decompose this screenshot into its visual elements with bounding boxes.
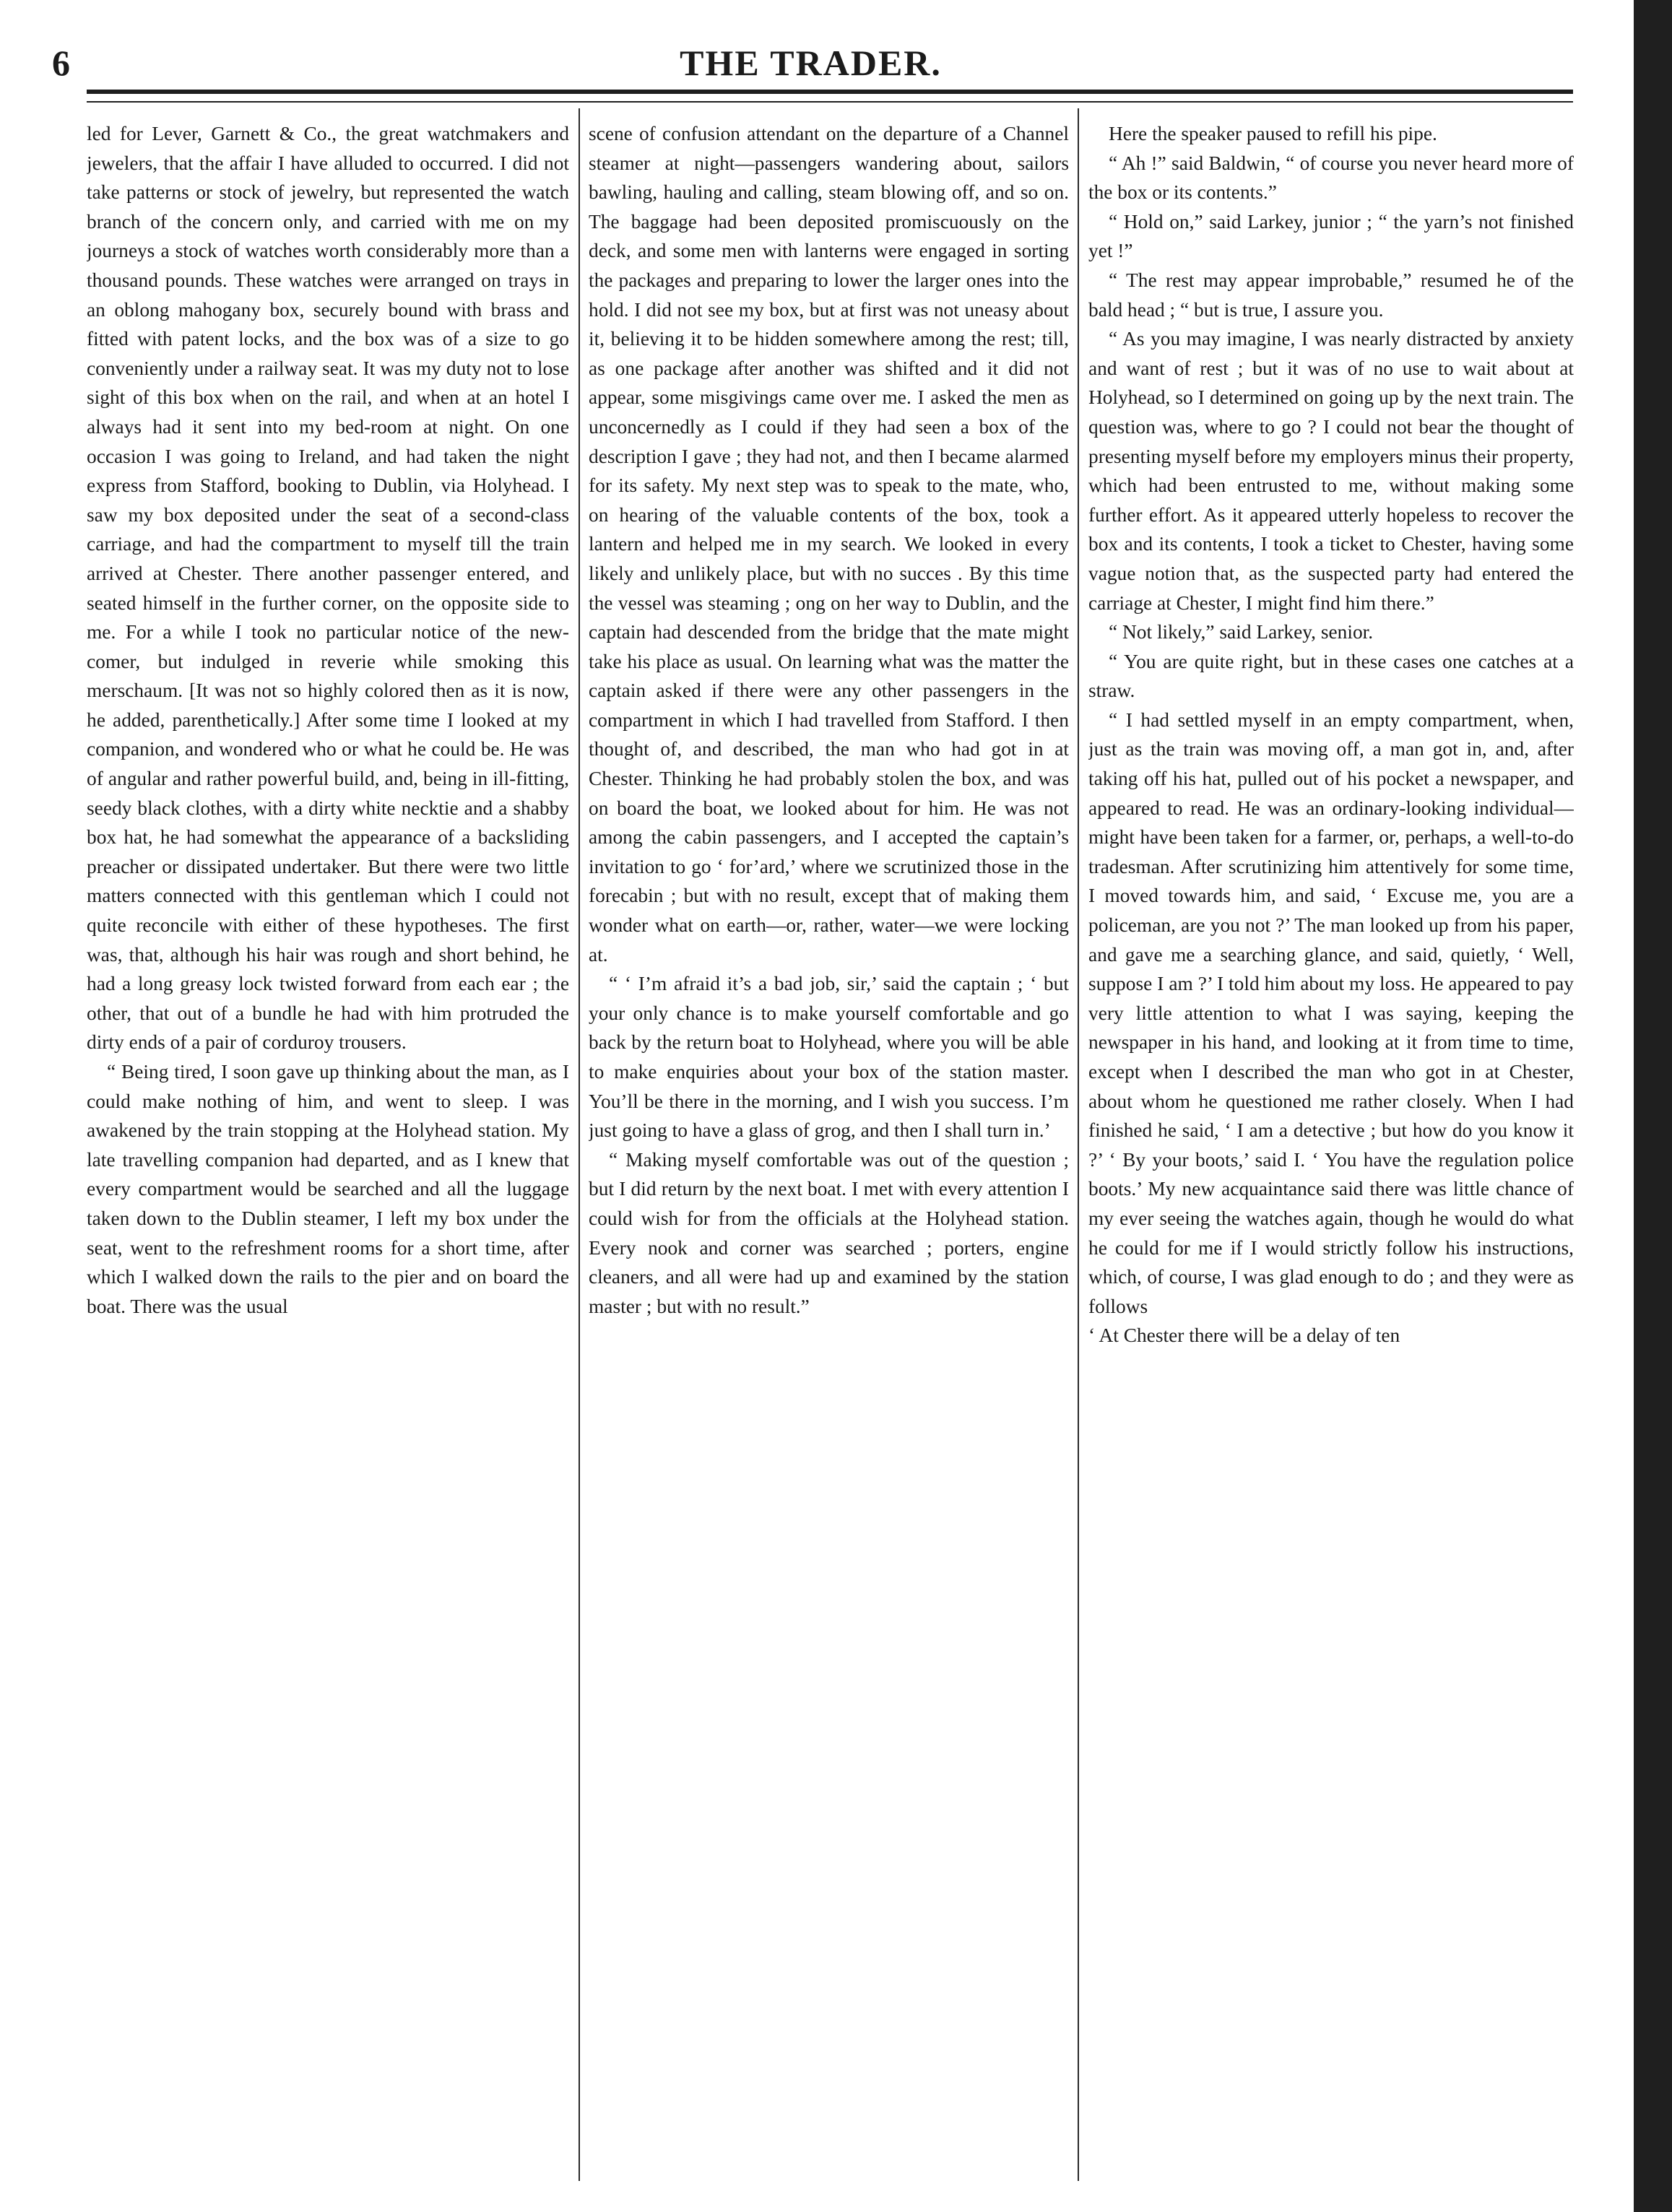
column-divider (579, 108, 580, 2181)
article-column-3 (1088, 119, 1574, 2199)
article-paragraph: “ ‘ I’m afraid it’s a bad job, sir,’ said the captain ; ‘ but your only chance is to make yourself comfortable and go back by the return boat to Holyhead, where you will be able to make enquiries about your box of the station master. You’ll be there in the morning, and I wish you success. I’m just going to have a glass of grog, and then I shall turn in.’ (589, 973, 1069, 1142)
article-paragraph: “ Hold on,” said Larkey, junior ; “ the yarn’s not finished yet !” (1088, 210, 1574, 262)
article-column-2 (589, 119, 1069, 2199)
article-paragraph: “ The rest may appear improbable,” resumed he of the bald head ; “ but is true, I assure you. (1088, 269, 1574, 321)
page-number: 6 (52, 43, 70, 83)
article-column-1 (87, 119, 569, 2199)
article-paragraph: scene of confusion attendant on the departure of a Channel steamer at night—passengers wandering about, sailors bawling, hauling and calling, steam blowing off, and so on. The baggage had been deposited promiscuously on the deck, and some men with lanterns were engaged in sorting the packages and preparing to lower the larger ones into the hold. I did not see my box, but at first was not uneasy about it, believing it to be hidden somewhere among the rest; till, as one package after another was shifted and it did not appear, some misgivings came over me. I asked the men as unconcernedly as I could if they had seen a box of the description I gave ; they had not, and then I became alarmed for its safety. My next step was to speak to the mate, who, on hearing of the valuable contents of the box, took a lantern and helped me in my search. We looked in every likely and unlikely place, but with no succes . By this time the vessel was steaming ; ong on her way to Dublin, and the captain had descended from the bridge that the mate might take his place as usual. On learning what was the matter the captain asked if there were any other passengers in the compartment in which I had travelled from Stafford. I then thought of, and described, the man who had got in at Chester. Thinking he had probably stolen the box, and was on board the boat, we looked about for him. He was not among the cabin passengers, and I accepted the captain’s invitation to go ‘ for’ard,’ where we scrutinized those in the forecabin ; but with no result, except that of making them wonder what on earth—or, rather, water—we were locking at. (589, 123, 1069, 966)
header-rule-thick (87, 90, 1573, 94)
article-paragraph: “ I had settled myself in an empty compartment, when, just as the train was moving off, a man got in, and, after taking off his hat, pulled out of his pocket a newspaper, and appeared to read. He was an ordinary-looking individual—might have been taken for a farmer, or, perhaps, a well-to-do tradesman. After scrutinizing him attentively for some time, I moved towards him, and said, ‘ Excuse me, you are a policeman, are you not ?’ The man looked up from his paper, and gave me a searching glance, and said, quietly, ‘ Well, suppose I am ?’ I told him about my loss. He appeared to pay very little attention to what I was saying, keeping the newspaper in his hand, and looking at it from time to time, except when I described the man who got in at Chester, about whom he questioned me rather closely. When I had finished he said, ‘ I am a detective ; but how do you know it ?’ ‘ By your boots,’ said I. ‘ You have the regulation police boots.’ My new acquaintance said there was little chance of my ever seeing the watches again, though he would do what he could for me if I would strictly follow his instructions, which, of course, I was glad enough to do ; and they were as follows (1088, 708, 1574, 1317)
article-paragraph: “ Being tired, I soon gave up thinking about the man, as I could make nothing of him, and went to sleep. I was awakened by the train stopping at the Holyhead station. My late travelling companion had departed, and as I knew that every compartment would be searched and all the luggage taken down to the Dublin steamer, I left my box under the seat, went to the refreshment rooms for a short time, after which I walked down the rails to the pier and on board the boat. There was the usual (87, 1061, 569, 1317)
article-paragraph: ‘ At Chester there will be a delay of ten (1088, 1324, 1400, 1347)
article-paragraph: “ Not likely,” said Larkey, senior. (1109, 621, 1374, 643)
article-paragraph: “ Making myself comfortable was out of the question ; but I did return by the next boat. I met with every attention I could wish for from the officials at the Holyhead station. Every nook and corner was searched ; porters, engine cleaners, and all were had up and examined by the station master ; but with no result.” (589, 1148, 1069, 1317)
article-paragraph: “ As you may imagine, I was nearly distracted by anxiety and want of rest ; but it was of no use to wait about at Holyhead, so I determined on going up by the next train. The question was, where to go ? I could not bear the thought of presenting myself before my employers minus their property, which had been entrusted to me, without making some further effort. As it appeared utterly hopeless to recover the box and its contents, I took a ticket to Chester, having some vague notion that, as the suspected party had entered the carriage at Chester, I might find him there.” (1088, 328, 1574, 614)
article-paragraph: “ Ah !” said Baldwin, “ of course you never heard more of the box or its contents.” (1088, 152, 1574, 204)
binding-edge (1634, 0, 1672, 2212)
column-divider (1078, 108, 1079, 2181)
article-paragraph: Here the speaker paused to refill his pipe. (1109, 123, 1437, 144)
article-paragraph: led for Lever, Garnett & Co., the great watchmakers and jewelers, that the affair I have alluded to occurred. I did not take patterns or stock of jewelry, but represented the watch branch of the concern only, and carried with me on my journeys a stock of watches worth considerably more than a thousand pounds. These watches were arranged on trays in an oblong mahogany box, securely bound with brass and fitted with patent locks, and the box was of a size to go conveniently under a railway seat. It was my duty not to lose sight of this box when on the rail, and when at an hotel I always had it sent into my bed-room at night. On one occasion I was going to Ireland, and had taken the night express from Stafford, booking to Dublin, via Holyhead. I saw my box deposited under the seat of a second-class carriage, and had the compartment to myself till the train arrived at Chester. There another passenger entered, and seated himself in the further corner, on the opposite side to me. For a while I took no particular notice of the new-comer, but indulged in reverie while smoking this merschaum. [It was not so highly colored then as it is now, he added, parenthetically.] After some time I looked at my companion, and wondered who or what he could be. He was of angular and rather powerful build, and, being in ill-fitting, seedy black clothes, with a dirty white necktie and a shabby box hat, he had somewhat the appearance of a backsliding preacher or dissipated undertaker. But there were two little matters connected with this gentleman which I could not quite reconcile with either of these hypotheses. The first was, that, although his hair was rough and short behind, he had a long greasy lock twisted forward from each ear ; the other, that out of a bundle he had with him protruded the dirty ends of a pair of corduroy trousers. (87, 123, 569, 1054)
header-rule-thin (87, 101, 1573, 103)
article-paragraph: “ You are quite right, but in these cases one catches at a straw. (1088, 650, 1574, 702)
masthead-title: THE TRADER. (680, 43, 942, 83)
